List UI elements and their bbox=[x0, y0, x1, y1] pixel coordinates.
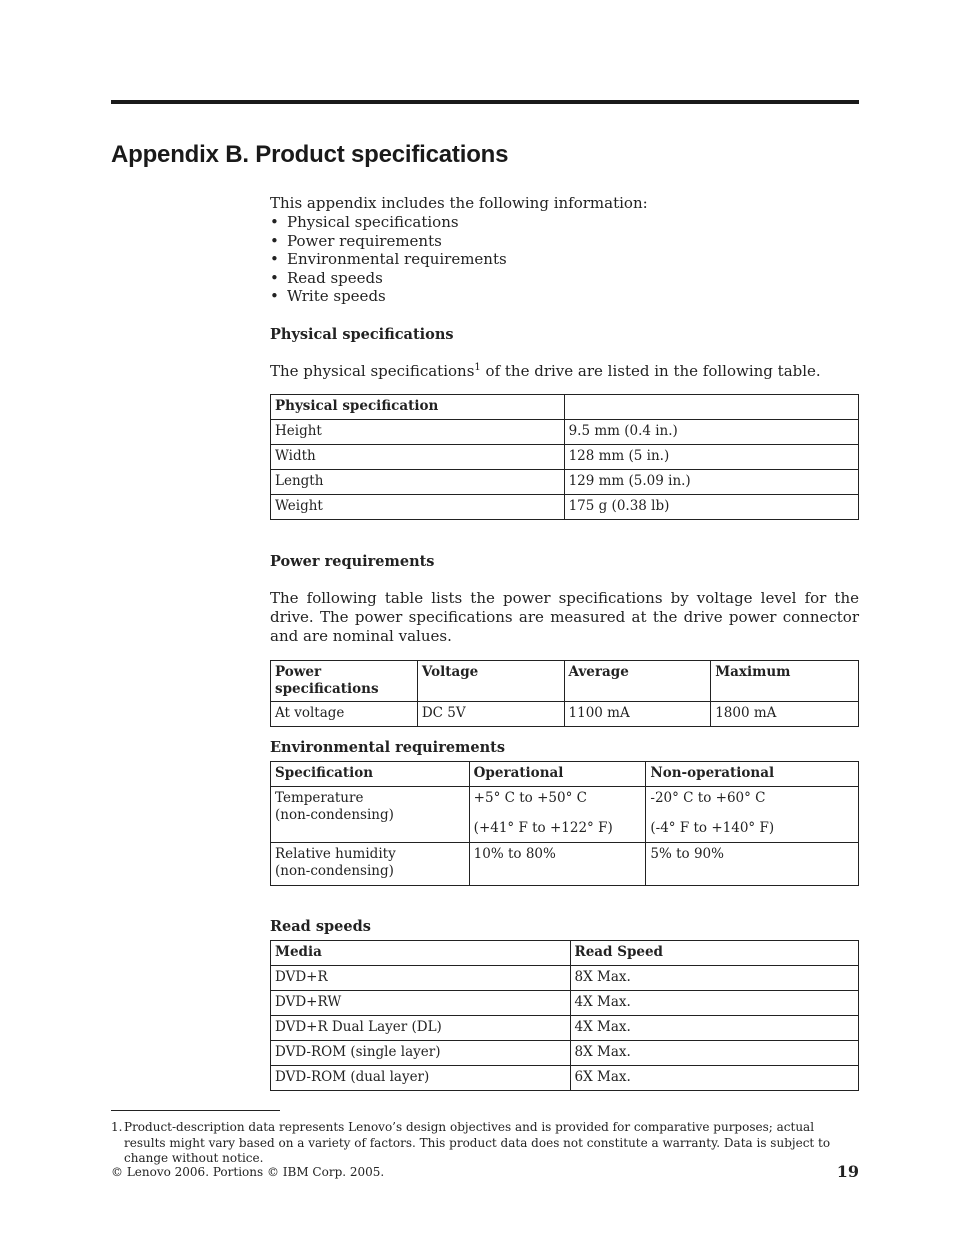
column-header: Voltage bbox=[417, 660, 564, 701]
table-row bbox=[271, 419, 859, 444]
table-cell: +5° C to +50° C (+41° F to +122° F) bbox=[469, 786, 646, 842]
list-item: • Power requirements bbox=[270, 231, 442, 250]
table-row bbox=[271, 786, 859, 842]
table-cell: 8X Max. bbox=[570, 1040, 859, 1065]
table-cell: Height bbox=[271, 419, 565, 444]
table-cell: At voltage bbox=[271, 701, 418, 726]
table-header-row bbox=[271, 761, 859, 786]
bullet-icon: • bbox=[270, 250, 279, 269]
table-row bbox=[271, 701, 859, 726]
table-cell: 175 g (0.38 lb) bbox=[564, 494, 858, 519]
table-cell: DVD+R bbox=[271, 965, 571, 990]
column-header: Average bbox=[564, 660, 711, 701]
page-title: Appendix B. Product specifications bbox=[111, 141, 509, 168]
table-cell: DVD+RW bbox=[271, 990, 571, 1015]
table-cell: Length bbox=[271, 469, 565, 494]
table-cell: 1100 mA bbox=[564, 701, 711, 726]
table-row bbox=[271, 965, 859, 990]
footnote-ref[interactable]: 1 bbox=[474, 361, 481, 373]
column-header: Physical specification bbox=[271, 394, 565, 419]
column-header: Media bbox=[271, 940, 571, 965]
footnote bbox=[111, 1120, 859, 1167]
footnote-number: 1. bbox=[111, 1120, 123, 1134]
table-row bbox=[271, 444, 859, 469]
table-cell: DVD-ROM (dual layer) bbox=[271, 1065, 571, 1090]
table-header-row bbox=[271, 660, 859, 701]
column-header bbox=[564, 394, 858, 419]
table-row bbox=[271, 842, 859, 885]
topic-list bbox=[270, 213, 859, 306]
list-item: • Read speeds bbox=[270, 268, 383, 287]
column-header: Read Speed bbox=[570, 940, 859, 965]
page-number: 19 bbox=[836, 1162, 859, 1181]
table-cell: 9.5 mm (0.4 in.) bbox=[564, 419, 858, 444]
table-cell: DVD-ROM (single layer) bbox=[271, 1040, 571, 1065]
environmental-heading: Environmental requirements bbox=[270, 738, 506, 756]
table-cell: 5% to 90% bbox=[646, 842, 859, 885]
column-header: Maximum bbox=[711, 660, 859, 701]
column-header: Power specifications bbox=[271, 660, 418, 701]
table-cell: DC 5V bbox=[417, 701, 564, 726]
power-table bbox=[270, 660, 859, 727]
table-cell: Temperature (non-condensing) bbox=[271, 786, 470, 842]
column-header: Operational bbox=[469, 761, 646, 786]
bullet-icon: • bbox=[270, 287, 279, 306]
power-heading: Power requirements bbox=[270, 552, 435, 570]
table-cell: 129 mm (5.09 in.) bbox=[564, 469, 858, 494]
table-header-row bbox=[271, 940, 859, 965]
read-speeds-heading: Read speeds bbox=[270, 917, 371, 935]
table-cell: Relative humidity (non-condensing) bbox=[271, 842, 470, 885]
table-cell: 128 mm (5 in.) bbox=[564, 444, 858, 469]
header-rule bbox=[111, 100, 859, 104]
main-content bbox=[270, 194, 859, 1091]
power-intro: The following table lists the power specifications by voltage level for the drive. The power specifications are measured at the drive power connector and are nominal values. bbox=[270, 588, 859, 645]
table-row bbox=[271, 494, 859, 519]
footnote-rule bbox=[111, 1110, 280, 1111]
table-cell: -20° C to +60° C (-4° F to +140° F) bbox=[646, 786, 859, 842]
environmental-table bbox=[270, 761, 859, 886]
list-item: • Environmental requirements bbox=[270, 250, 507, 269]
table-cell: Weight bbox=[271, 494, 565, 519]
table-row bbox=[271, 1040, 859, 1065]
bullet-icon: • bbox=[270, 231, 279, 250]
table-row bbox=[271, 1065, 859, 1090]
table-cell: 4X Max. bbox=[570, 1015, 859, 1040]
copyright: © Lenovo 2006. Portions © IBM Corp. 2005. bbox=[111, 1165, 385, 1179]
list-item: • Physical specifications bbox=[270, 213, 459, 231]
table-row bbox=[271, 990, 859, 1015]
physical-table bbox=[270, 394, 859, 520]
physical-intro: The physical specifications$^1$ of the drive are listed in the following table. bbox=[270, 361, 821, 380]
column-header: Specification bbox=[271, 761, 470, 786]
physical-heading: Physical specifications bbox=[270, 325, 454, 343]
footnote-text: Product-description data represents Lenovo’s design objectives and is provided for comparative purposes; actual results might vary based on a variety of factors. This product data does not constitute a warranty. Data is subject to change without notice. bbox=[124, 1120, 831, 1165]
read-speeds-table bbox=[270, 940, 859, 1091]
list-item: • Write speeds bbox=[270, 287, 386, 306]
table-cell: 6X Max. bbox=[570, 1065, 859, 1090]
column-header: Non-operational bbox=[646, 761, 859, 786]
table-cell: 10% to 80% bbox=[469, 842, 646, 885]
bullet-icon: • bbox=[270, 268, 279, 287]
table-cell: 8X Max. bbox=[570, 965, 859, 990]
bullet-icon: • bbox=[270, 213, 279, 231]
table-cell: 1800 mA bbox=[711, 701, 859, 726]
table-cell: DVD+R Dual Layer (DL) bbox=[271, 1015, 571, 1040]
table-cell: 4X Max. bbox=[570, 990, 859, 1015]
table-row bbox=[271, 469, 859, 494]
table-header-row bbox=[271, 394, 859, 419]
table-row bbox=[271, 1015, 859, 1040]
intro-text: This appendix includes the following information: bbox=[270, 194, 648, 212]
table-cell: Width bbox=[271, 444, 565, 469]
